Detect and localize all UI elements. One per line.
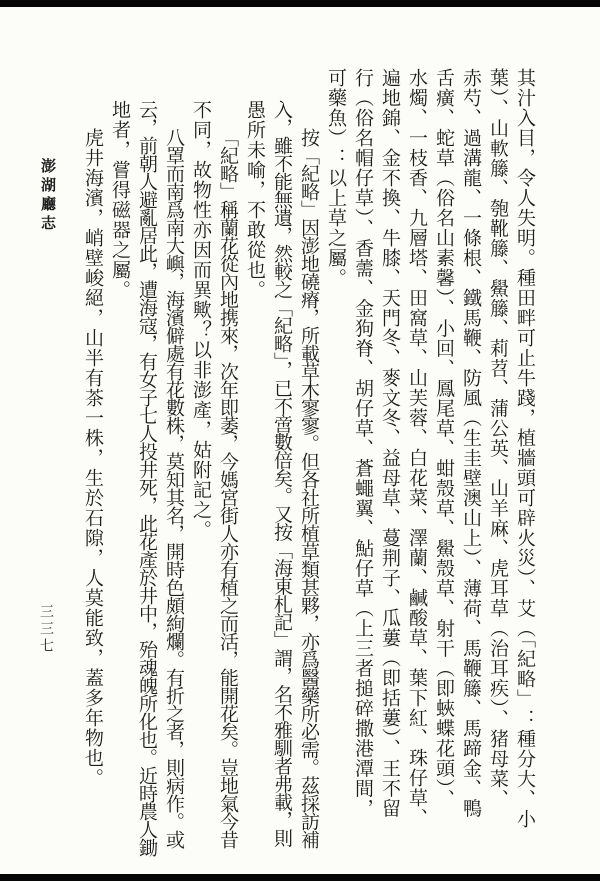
text-column: 地者，嘗得磁器之屬。 (109, 100, 131, 300)
page-bottom-edge-bar (0, 874, 600, 881)
text-column: 「紀略」稱蘭花從內地携來，次年即萎，今媽宮街人亦有植之而活，能開花矣。豈地氣今昔 (217, 128, 239, 848)
text-column: 葉）、山軟籐、匏靴籐、鱟籐、莉苕、蒲公英、山羊麻、虎耳草（治耳疾）、猪母菜、 (487, 68, 509, 809)
text-column: 遍地錦、金不換、牛膝、天門冬、麥文冬、益母草、蔓荆子、瓜蔞（即括蔞）、王不留 (379, 68, 401, 819)
book-title: 澎湖廳志 (39, 158, 57, 234)
text-column: 虎井海濱，峭壁峻絕，山半有茶一株，生於石隙，人莫能致，蓋多年物也。 (82, 128, 104, 788)
text-column: 其汁入目，令人失明。種田畔可止牛踐，植牆頭可辟火災）、艾（「紀略」：種分大、小 (514, 68, 536, 829)
text-column: 愚所未喻，不敢從也。 (244, 100, 266, 300)
text-column: 行（俗名帽仔草）、香薷、金狗脊、胡仔草、蒼蠅翼、鮎仔草（上三者搥碎撒港潭間， (352, 68, 374, 819)
text-column: 云，前朝人避亂居此，遭海寇，有女子七人投井死，此花產於井中，殆魂魄所化也。近時農人鋤 (136, 100, 158, 856)
text-column: 不同，故物性亦因而異歟？以非澎產，姑附記之。 (190, 100, 212, 540)
text-column: 八罩而南爲南大嶼，海濱僻處有花數株，莫知其名，開時色頗絢爛。有折之者，則病作。或 (163, 128, 185, 848)
text-column: 舌癀、蛇草（俗名山素馨）、小回、鳳尾草、蚶殼草、鱟殼草、射干（即蛺蝶花頭）、 (433, 68, 455, 809)
page-number: 三三七 (38, 604, 54, 655)
text-column: 水燭、一枝香、九層塔、田窩草、山芙蓉、白花菜、澤蘭、鹹酸草、葉下紅、珠仔草、 (406, 68, 428, 828)
text-column: 按「紀略」因澎地磽瘠，所載草木寥寥。但各社所植草類甚夥，亦爲醫藥所必需。茲採訪補 (298, 128, 320, 848)
text-column: 赤芍、過溝龍、一條根、鐵馬鞭、防風（生圭壁澳山上）、薄荷、馬鞭籐、馬蹄金、鴨 (460, 68, 482, 819)
text-column: 可藥魚）：以上草之屬。 (325, 68, 347, 288)
page-top-edge-bar (0, 0, 600, 7)
text-block (79, 68, 538, 864)
text-column: 入，雖不能無遺，然較之「紀略」，已不啻數倍矣。又按「海東札記」謂，名不雅馴者弗載，則 (271, 100, 293, 847)
